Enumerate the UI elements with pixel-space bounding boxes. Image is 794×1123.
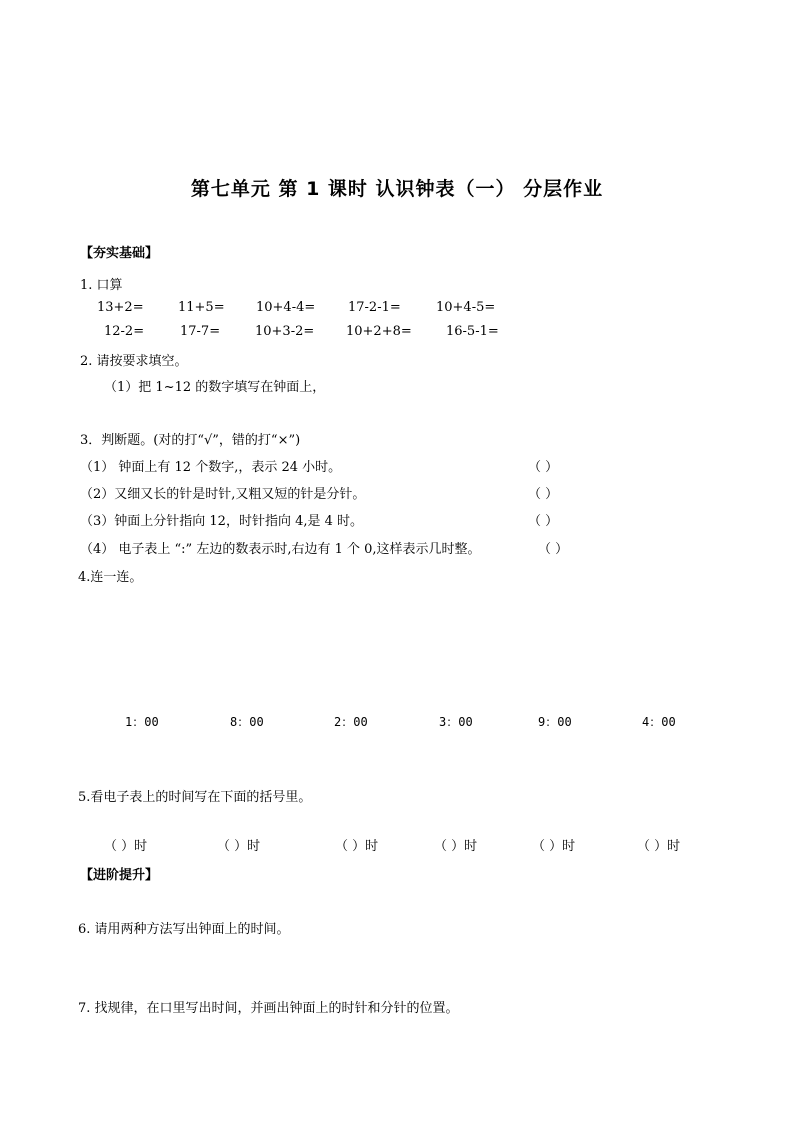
q3-item-text: （3）钟面上分针指向 12，时针指向 4,是 4 时。 — [80, 514, 364, 529]
q5-answer-blank[interactable]: （ ）时 — [104, 839, 148, 854]
question-4-label: 4.连一连。 — [78, 570, 143, 585]
q4-time-label: 1：00 — [125, 715, 159, 729]
q1-row1-item: 10+4-5= — [436, 300, 496, 315]
question-3-label: 3．判断题。(对的打“√”，错的打“×”) — [80, 433, 301, 448]
question-5-label: 5.看电子表上的时间写在下面的括号里。 — [78, 790, 312, 805]
q4-time-label: 4：00 — [642, 715, 676, 729]
q3-item-text: （2）又细又长的针是时针,又粗又短的针是分针。 — [80, 487, 366, 502]
q5-answer-blank[interactable]: （ ）时 — [637, 839, 681, 854]
q1-row1-item: 13+2= — [97, 300, 144, 315]
section-heading-advanced: 【进阶提升】 — [80, 868, 159, 883]
question-2-sub1: （1）把 1~12 的数字填写在钟面上， — [104, 380, 326, 395]
q5-answer-blank[interactable]: （ ）时 — [434, 839, 478, 854]
q1-row2-item: 10+2+8= — [346, 324, 412, 339]
question-2-label: 2. 请按要求填空。 — [80, 354, 188, 369]
q5-answer-blank[interactable]: （ ）时 — [217, 839, 261, 854]
q3-answer-blank[interactable]: （ ） — [538, 542, 569, 557]
q1-row1-item: 11+5= — [178, 300, 225, 315]
q3-answer-blank[interactable]: （ ） — [528, 460, 559, 475]
question-7-label: 7. 找规律，在口里写出时间，并画出钟面上的时针和分针的位置。 — [78, 1001, 459, 1016]
q1-row2-item: 12-2= — [104, 324, 145, 339]
question-1-label: 1. 口算 — [80, 278, 123, 293]
q1-row2-item: 17-7= — [180, 324, 221, 339]
q1-row1-item: 17-2-1= — [348, 300, 401, 315]
section-heading-basics: 【夯实基础】 — [80, 246, 159, 261]
q3-answer-blank[interactable]: （ ） — [528, 514, 559, 529]
q1-row2-item: 16-5-1= — [446, 324, 499, 339]
q1-row1-item: 10+4-4= — [256, 300, 316, 315]
q3-item-text: （1） 钟面上有 12 个数字,，表示 24 小时。 — [80, 460, 342, 475]
q5-answer-blank[interactable]: （ ）时 — [532, 839, 576, 854]
q3-answer-blank[interactable]: （ ） — [528, 487, 559, 502]
q4-time-label: 9：00 — [538, 715, 572, 729]
q1-row2-item: 10+3-2= — [255, 324, 315, 339]
page-title: 第七单元 第 1 课时 认识钟表（一） 分层作业 — [190, 178, 604, 200]
q4-time-label: 8：00 — [230, 715, 264, 729]
q3-item-text: （4） 电子表上 “:” 左边的数表示时,右边有 1 个 0,这样表示几时整。 — [80, 542, 481, 557]
q4-time-label: 3：00 — [439, 715, 473, 729]
q5-answer-blank[interactable]: （ ）时 — [335, 839, 379, 854]
question-6-label: 6. 请用两种方法写出钟面上的时间。 — [78, 922, 290, 937]
q4-time-label: 2：00 — [334, 715, 368, 729]
